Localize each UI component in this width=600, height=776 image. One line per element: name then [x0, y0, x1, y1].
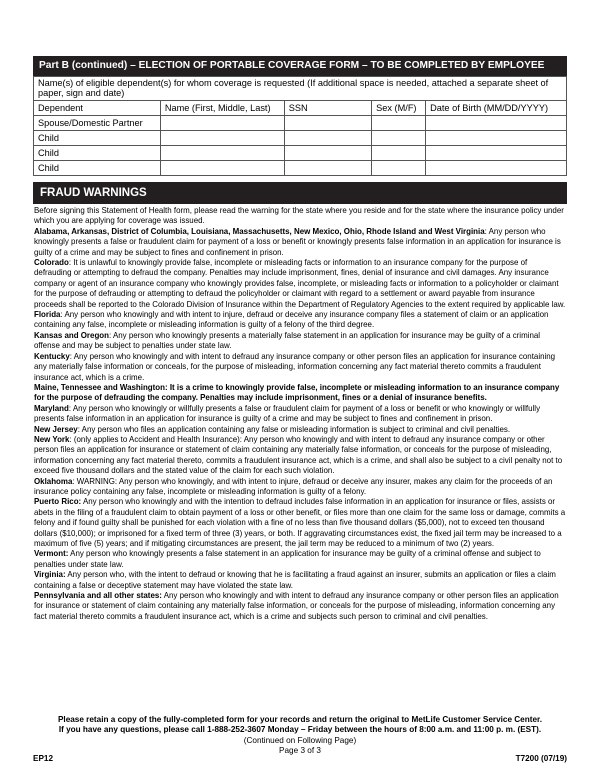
state-name: Colorado [34, 258, 69, 268]
table-row [34, 161, 567, 176]
fraud-item [34, 477, 566, 498]
header-dependent: Dependent [34, 101, 161, 116]
state-name: New York [34, 434, 70, 444]
ssn-field[interactable] [284, 161, 371, 176]
state-name: Oklahoma [34, 476, 73, 486]
state-name: Alabama, Arkansas, District of Columbia, Louisiana, Massachusetts, New Mexico, Ohio, Rhode Island and West Virginia [34, 226, 485, 236]
sex-field[interactable] [372, 116, 426, 131]
state-name: Maine, Tennessee and Washington: It is a crime to knowingly provide false, incomplete or misleading information to an insurance company for the purpose of defrauding the company. Penalties may include imprisonment, fines or a denial of insurance benefits. [34, 382, 560, 403]
dependent-table [33, 76, 567, 176]
header-sex: Sex (M/F) [372, 101, 426, 116]
fraud-item [34, 352, 566, 383]
row-label: Spouse/Domestic Partner [34, 116, 161, 131]
fraud-item [34, 570, 566, 591]
name-field[interactable] [160, 161, 284, 176]
warning-text: Any person who, with the intent to defraud or knowing that he is facilitating a fraud against an insurer, submits an application or files a claim containing a false or deceptive statement may have violated the state law. [34, 570, 556, 590]
fraud-item [34, 404, 566, 425]
form-code-right: T7200 (07/19) [515, 754, 567, 763]
row-label: Child [34, 161, 161, 176]
fraud-item [34, 331, 566, 352]
ssn-field[interactable] [284, 146, 371, 161]
dob-field[interactable] [426, 131, 567, 146]
warning-text: Any person who knowingly presents a false statement in an application for insurance may be guilty of a criminal offense and subject to penalties under state law. [34, 549, 541, 569]
row-label: Child [34, 146, 161, 161]
warning-text: : It is unlawful to knowingly provide false, incomplete or misleading facts or information to an insurance company for the purpose of defrauding or attempting to defraud the company. Penalties may include imprisonment, fines, denial of insurance and civil damages. Any insurance company or agent of an insurance company who knowingly provides false, incomplete, or misleading facts or information to a policyholder or claimant for the purpose of defrauding or attempting to defraud the policyholder or claimant with regard to a settlement or award payable from insurance proceeds shall be reported to the Colorado Division of Insurance within the Department of Regulatory Agencies to the extent required by applicable law. [34, 258, 566, 309]
warning-text: : Any person who knowingly and with intent to defraud any insurance company or other person files an application for insurance containing any materially false information or conceals, for the purpose of misleading, information concerning any fact material thereto commits a fraudulent insurance act, which is a crime. [34, 351, 556, 382]
warning-text: : Any person who knowingly presents a materially false statement in an application for insurance may be guilty of a criminal offense and may be subject to penalties under state law. [34, 330, 541, 351]
state-name: Vermont: [34, 549, 69, 559]
name-field[interactable] [160, 116, 284, 131]
warning-text: : Any person who knowingly presents a false or fraudulent claim for payment of a loss or benefit or knowingly presents false information in an application for insurance is guilty of a crime and may be subject to fines and confinement in prison. [34, 226, 561, 257]
fraud-item [34, 258, 566, 310]
fraud-item [34, 425, 566, 435]
state-name: New Jersey [34, 424, 78, 434]
warning-text: : WARNING: Any person who knowingly, and with intent to injure, defraud or deceive any insurer, makes any claim for the proceeds of an insurance policy containing any false, incomplete or misleading information is guilty of a felony. [34, 476, 553, 496]
fraud-item [34, 383, 566, 404]
table-row [34, 116, 567, 131]
warning-text: : (only applies to Accident and Health Insurance): Any person who knowingly and with intent to defraud any insurance company or other person files an application for insurance or statement of claim containing any materially false information, or conceals for the purpose of misleading, information concerning any fact material thereto, commits a fraudulent insurance act, which is a crime, and shall also be subject to a civil penalty not to exceed five thousand dollars and the stated value of the claim for each such violation. [34, 434, 563, 476]
state-name: Kentucky [34, 351, 70, 361]
table-row [34, 131, 567, 146]
fraud-warnings-body [34, 206, 566, 622]
sex-field[interactable] [372, 131, 426, 146]
name-field[interactable] [160, 131, 284, 146]
header-name: Name (First, Middle, Last) [160, 101, 284, 116]
sex-field[interactable] [372, 146, 426, 161]
warning-text: : Any person who knowingly and with intent to injure, defraud or deceive any insurance company files a statement of claim or an application containing any false, incomplete or misleading information is guilty of a felony of the third degree. [34, 310, 549, 330]
sex-field[interactable] [372, 161, 426, 176]
header-ssn: SSN [284, 101, 371, 116]
fraud-item [34, 227, 566, 258]
footer-contact-notice: If you have any questions, please call 1-888-252-3607 Monday – Friday between the hours of 8:00 a.m. and 11:00 p. m. (EST). [58, 725, 542, 735]
state-name: Maryland [34, 403, 69, 413]
header-dob: Date of Birth (MM/DD/YYYY) [426, 101, 567, 116]
state-name: Virginia: [34, 570, 66, 580]
warning-text: : Any person who files an application containing any false or misleading information is subject to criminal and civil penalties. [77, 424, 511, 434]
table-header-row [34, 101, 567, 116]
form-code-left: EP12 [33, 754, 54, 763]
footer [33, 715, 567, 757]
warning-text: Any person who knowingly and with the intention to defraud includes false information in an application for insurance or files, assists or abets in the filing of a fraudulent claim to obtain payment of a loss or other benefit, or files more than one claim for the same loss or damage, commits a felony and if found guilty shall be punished for each violation with a fine of no less than five thousand dollars ($5,000), not to exceed ten thousand dollars ($10,000); or imprisoned for a fixed term of three (3) years, or both. If aggravating circumstances exist, the fixed jail term may be increased to a maximum of five (5) years; and if mitigating circumstances are present, the jail term may be reduced to a minimum of two (2) years. [34, 497, 566, 548]
dob-field[interactable] [426, 116, 567, 131]
name-field[interactable] [160, 146, 284, 161]
warning-text: : Any person who knowingly or willfully presents a false or fraudulent claim for payment of a loss or benefit or who knowingly or willfully presents false information in an application for insurance is guilty of a crime and may be subject to fines and confinement in prison. [34, 403, 541, 424]
state-name: Puerto Rico: [34, 497, 82, 507]
dob-field[interactable] [426, 161, 567, 176]
page-number: Page 3 of 3 [279, 746, 321, 756]
fraud-item [34, 435, 566, 477]
state-name: Kansas and Oregon [34, 330, 109, 340]
fraud-item [34, 310, 566, 331]
ssn-field[interactable] [284, 131, 371, 146]
ssn-field[interactable] [284, 116, 371, 131]
fraud-item [34, 497, 566, 549]
part-b-title: Part B (continued) – ELECTION OF PORTABLE COVERAGE FORM – TO BE COMPLETED BY EMPLOYEE [33, 56, 567, 76]
footer-retain-notice: Please retain a copy of the fully-completed form for your records and return the original to MetLife Customer Service Center. [57, 715, 543, 724]
footer-continued: (Continued on Following Page) [243, 735, 357, 745]
state-name: Florida [34, 310, 61, 320]
dependent-intro: Name(s) of eligible dependent(s) for whom coverage is requested (If additional space is needed, attached a separate sheet of paper, sign and date) [34, 77, 567, 101]
row-label: Child [34, 131, 161, 146]
fraud-item [34, 591, 566, 622]
warning-text: Any person who knowingly and with intent to defraud any insurance company or other person files an application for insurance or statement of claim containing any materially false information, or conceals for the purpose of misleading, information concerning any fact material thereto commits a fraudulent insurance act, which is a crime and subjects such person to criminal and civil penalties. [34, 591, 559, 621]
dob-field[interactable] [426, 146, 567, 161]
table-row [34, 146, 567, 161]
fraud-intro: Before signing this Statement of Health form, please read the warning for the state where you reside and for the state where the insurance policy under which you are applying for coverage was issued. [34, 206, 564, 226]
fraud-warnings-title: FRAUD WARNINGS [33, 182, 567, 204]
state-name: Pennsylvania and all other states: [34, 591, 162, 601]
fraud-item [34, 549, 566, 570]
